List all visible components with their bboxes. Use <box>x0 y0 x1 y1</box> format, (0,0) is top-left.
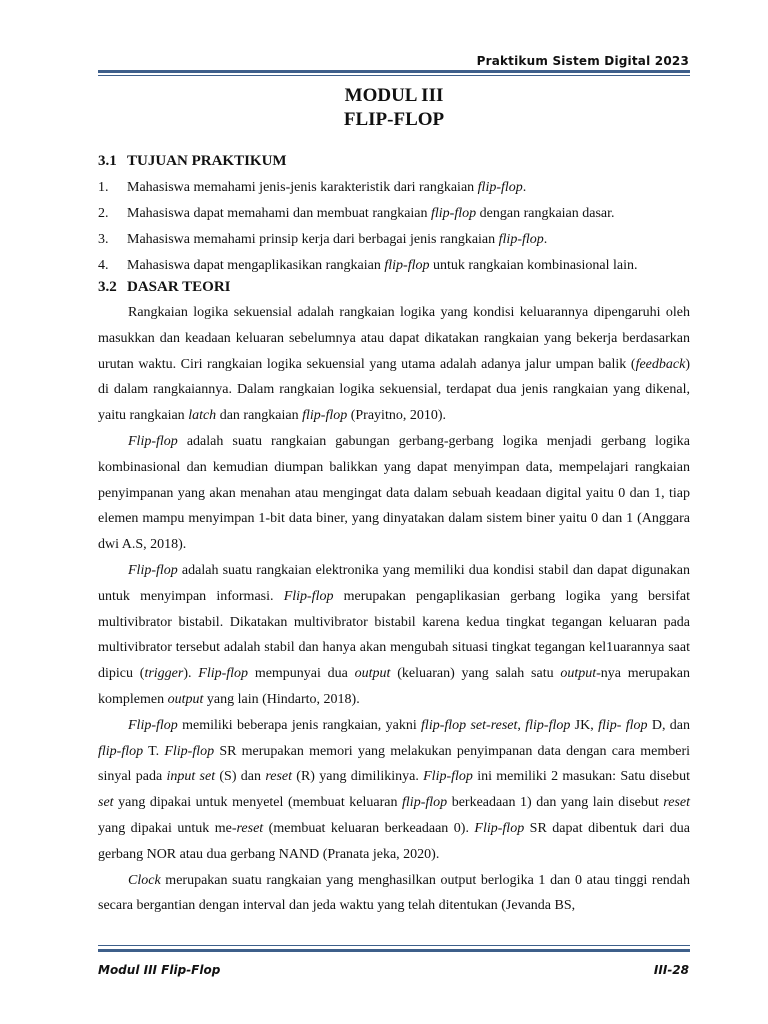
section-heading-theory <box>98 279 231 296</box>
footer-rule-thick <box>98 949 690 952</box>
list-number: 1. <box>98 180 109 195</box>
list-text: Mahasiswa dapat memahami dan membuat rangkaian flip-flop dengan rangkaian dasar. <box>127 206 615 221</box>
module-title <box>98 84 690 132</box>
page-header-title: Praktikum Sistem Digital 2023 <box>476 54 689 68</box>
module-topic: FLIP-FLOP <box>343 109 445 130</box>
module-number: MODUL III <box>344 85 444 106</box>
list-item <box>98 253 698 279</box>
body-paragraph: Flip-flop memiliki beberapa jenis rangkaian, yakni flip-flop set-reset, flip-flop JK, flip- flop D, dan flip-flop T. Flip-flop SR merupakan memori yang melakukan penyimpanan data dengan cara memberi sinyal pada input set (S) dan reset (R) yang dimilikinya. Flip-flop ini memiliki 2 masukan: Satu disebut set yang dipakai untuk menyetel (membuat keluaran flip-flop berkeadaan 1) dan yang lain disebut reset yang dipakai untuk me-reset (membuat keluaran berkeadaan 0). Flip-flop SR dapat dibentuk dari dua gerbang NOR atau dua gerbang NAND (Pranata jeka, 2020). <box>98 717 690 862</box>
body-paragraph: Clock merupakan suatu rangkaian yang menghasilkan output berlogika 1 dan 0 atau tinggi rendah secara bergantian dengan interval dan jeda waktu yang telah ditentukan (Jevanda BS, <box>98 872 690 914</box>
list-number: 3. <box>98 232 109 247</box>
list-text: Mahasiswa memahami jenis-jenis karakteristik dari rangkaian flip-flop. <box>127 180 527 195</box>
objectives-list <box>98 175 698 279</box>
header-rule-thin <box>98 75 690 76</box>
section-heading-objectives <box>98 153 287 170</box>
section-title: TUJUAN PRAKTIKUM <box>127 153 287 169</box>
body-paragraph: Flip-flop adalah suatu rangkaian gabungan gerbang-gerbang logika menjadi gerbang logika kombinasional dan kemudian diumpan balikkan yang dapat menyimpan data, mempelajari rangkaian penyimpanan yang akan menahan atau mengingat data dalam sebuah keadaan digital yaitu 0 dan 1, tiap elemen mampu menyimpan 1-bit data biner, yang dinyatakan dalam sistem biner yaitu 0 dan 1 (Anggara dwi A.S, 2018). <box>98 433 690 553</box>
list-item <box>98 201 698 227</box>
footer-rule-thin <box>98 945 690 946</box>
section-number: 3.2 <box>98 279 117 295</box>
page-number: III-28 <box>653 963 689 977</box>
list-item <box>98 175 698 201</box>
list-text: Mahasiswa dapat mengaplikasikan rangkaian flip-flop untuk rangkaian kombinasional lain. <box>127 258 638 273</box>
section-number: 3.1 <box>98 153 117 169</box>
body-paragraph: Flip-flop adalah suatu rangkaian elektronika yang memiliki dua kondisi stabil dan dapat digunakan untuk menyimpan informasi. Flip-flop merupakan pengaplikasian gerbang logika yang bersifat multivibrator bistabil. Dikatakan multivibrator bistabil karena kedua tingkat tegangan keluaran pada multivibrator tersebut adalah stabil dan hanya akan mengubah situasi tingkat tegangan kel1uarannya saat dipicu (trigger). Flip-flop mempunyai dua output (keluaran) yang salah satu output-nya merupakan komplemen output yang lain (Hindarto, 2018). <box>98 562 690 707</box>
header-rule-thick <box>98 70 690 73</box>
list-number: 4. <box>98 258 109 273</box>
theory-body <box>98 300 690 919</box>
list-text: Mahasiswa memahami prinsip kerja dari berbagai jenis rangkaian flip-flop. <box>127 232 548 247</box>
list-number: 2. <box>98 206 109 221</box>
section-title: DASAR TEORI <box>127 279 231 295</box>
list-item <box>98 227 698 253</box>
body-paragraph: Rangkaian logika sekuensial adalah rangkaian logika yang kondisi keluarannya dipengaruhi oleh masukkan dan keadaan keluaran sebelumnya atau dapat dikatakan rangkaian yang bekerja berdasarkan urutan waktu. Ciri rangkaian logika sekuensial yang utama adalah adanya jalur umpan balik (feedback) di dalam rangkaiannya. Dalam rangkaian logika sekuensial, terdapat dua jenis rangkaian yang dikenal, yaitu rangkaian latch dan rangkaian flip-flop (Prayitno, 2010). <box>98 305 690 424</box>
footer-module-label: Modul III Flip-Flop <box>98 963 221 977</box>
